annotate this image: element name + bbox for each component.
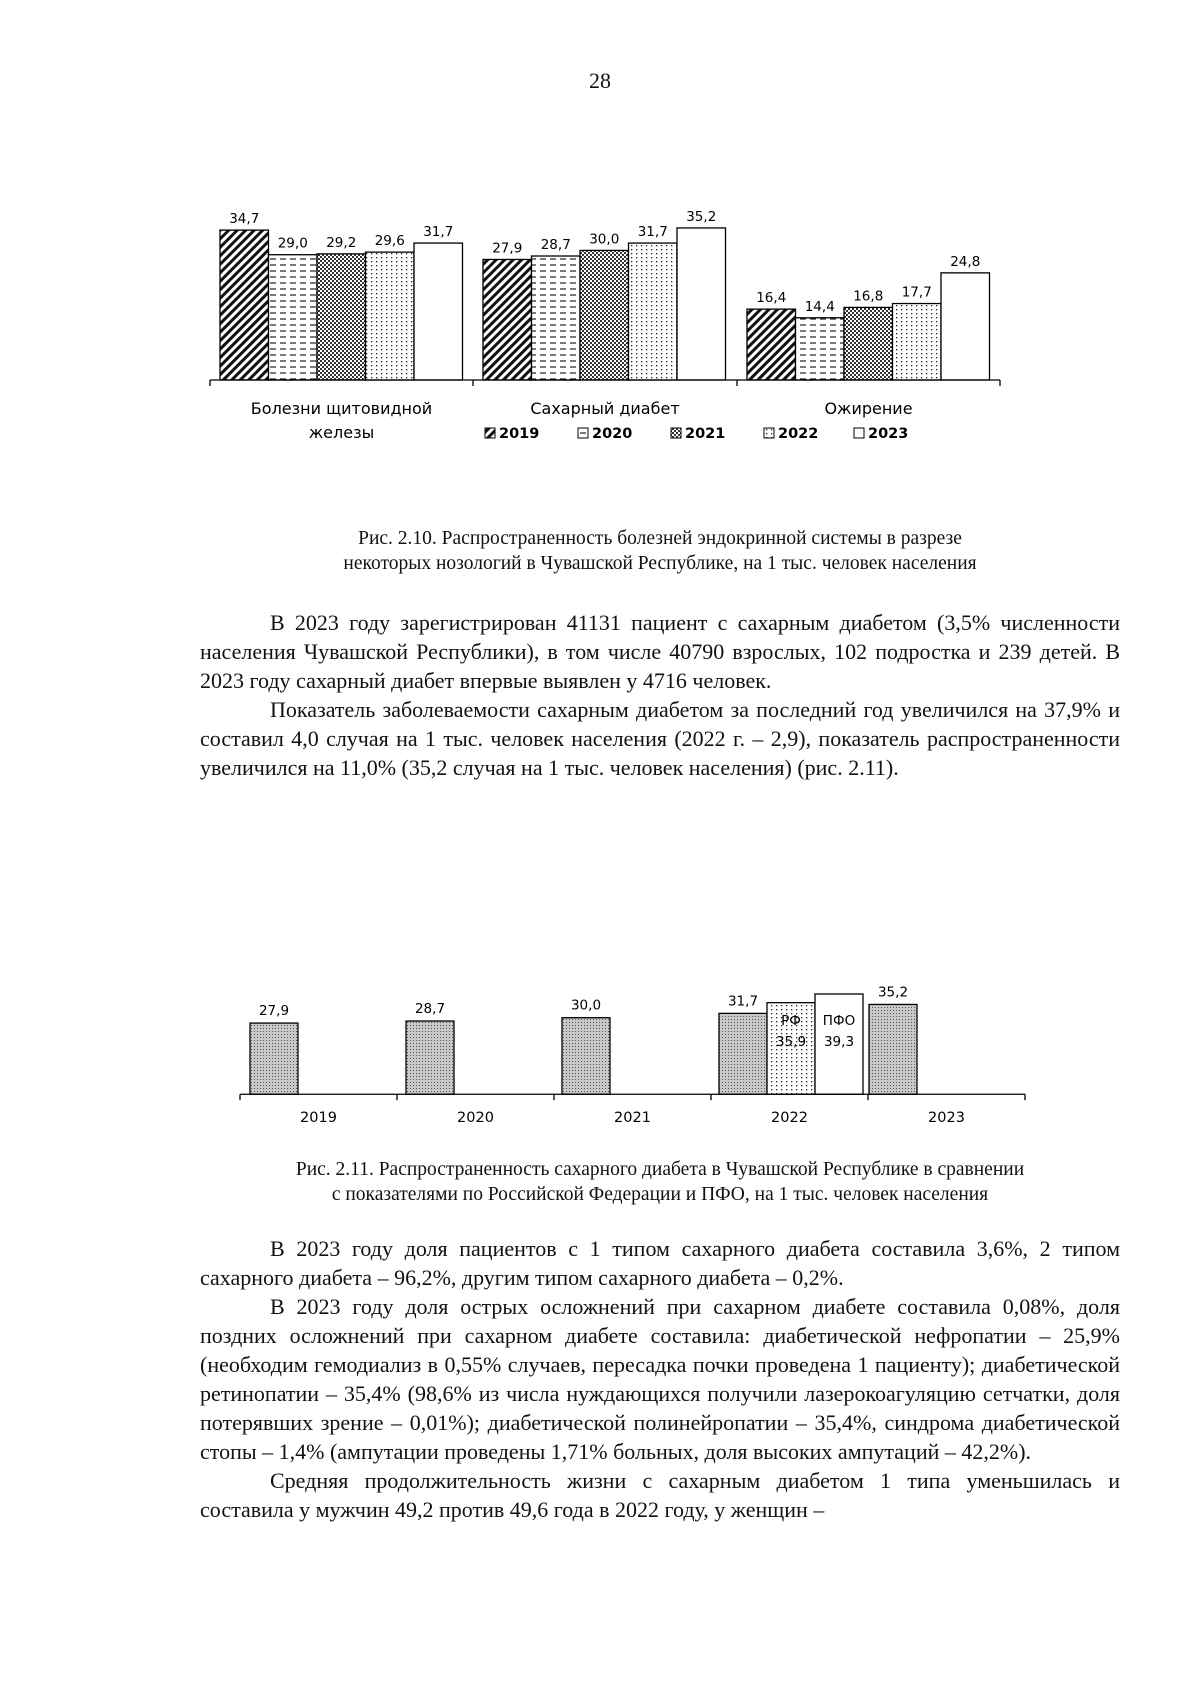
category-label: 2021 — [614, 1110, 651, 1127]
legend-swatch — [578, 428, 588, 438]
chart-endocrine-prevalence — [200, 172, 1080, 502]
bar-2020 — [406, 1021, 454, 1094]
value-label: 16,8 — [853, 288, 884, 305]
chart1-legend — [485, 426, 908, 442]
bar-2021-1 — [580, 250, 629, 380]
bar-2022 — [719, 1013, 767, 1094]
value-label: 31,7 — [727, 993, 759, 1010]
legend-swatch — [854, 428, 864, 438]
bar-2020-2 — [796, 318, 845, 380]
chart1-axis — [210, 380, 1000, 386]
caption-line: Рис. 2.11. Распространенность сахарного диабета в Чувашской Республике в сравнении — [295, 1159, 1025, 1180]
category-label: железы — [308, 423, 375, 442]
figure1-caption — [200, 526, 1120, 576]
value-label: 29,6 — [374, 233, 405, 250]
bar-2021 — [562, 1018, 610, 1095]
value-label: 17,7 — [901, 284, 932, 301]
bar-2019-0 — [220, 230, 269, 380]
comparison-value-label: 39,3 — [823, 1034, 855, 1051]
category-label: 2019 — [300, 1110, 337, 1127]
bar-2019-1 — [483, 259, 532, 380]
chart2-axis — [240, 1094, 1025, 1100]
bar-2022-1 — [629, 243, 678, 380]
legend-swatch — [764, 428, 774, 438]
bar-2020-0 — [269, 255, 318, 380]
category-label: Болезни щитовидной — [250, 399, 433, 418]
figure2-caption — [200, 1157, 1120, 1207]
bar-2022-2 — [893, 304, 942, 380]
legend-swatch — [485, 428, 495, 438]
value-label: 28,7 — [414, 1001, 446, 1018]
paragraph: В 2023 году доля пациентов с 1 типом сахарного диабета составила 3,6%, 2 типом сахарного диабета – 96,2%, другим типом сахарного диабета – 0,2%. — [200, 1236, 1120, 1290]
value-label: 16,4 — [756, 290, 787, 307]
bar-2019 — [250, 1023, 298, 1094]
category-label: Ожирение — [824, 399, 913, 418]
legend-label: 2020 — [592, 426, 633, 442]
value-label: 29,2 — [326, 234, 357, 251]
value-label: 30,0 — [589, 231, 620, 248]
bar-2021-2 — [844, 307, 893, 380]
category-label: 2023 — [928, 1110, 965, 1127]
comparison-name-label: РФ — [781, 1013, 801, 1030]
value-label: 29,0 — [277, 235, 308, 252]
caption-line: Рис. 2.10. Распространенность болезней эндокринной системы в разрезе — [358, 528, 962, 549]
value-label: 35,2 — [686, 208, 717, 225]
bar-2019-2 — [747, 309, 796, 380]
bar-2023-1 — [677, 228, 726, 380]
legend-label: 2022 — [778, 426, 819, 442]
value-label: 27,9 — [258, 1003, 290, 1020]
bar-2022-0 — [366, 252, 415, 380]
caption-line: с показателями по Российской Федерации и ПФО, на 1 тыс. человек населения — [331, 1184, 989, 1205]
value-label: 35,2 — [877, 984, 909, 1001]
category-label: 2020 — [457, 1110, 494, 1127]
paragraph: Показатель заболеваемости сахарным диабетом за последний год увеличился на 37,9% и составил 4,0 случая на 1 тыс. человек населения (2022 г. – 2,9), показатель распространенности увеличился на 11,0% (35,2 случая на 1 тыс. человек населения) (рис. 2.11). — [200, 697, 1120, 780]
paragraph: Средняя продолжительность жизни с сахарным диабетом 1 типа уменьшилась и составила у мужчин 49,2 против 49,6 года в 2022 году, у женщин – — [200, 1468, 1120, 1522]
category-label: 2022 — [771, 1110, 808, 1127]
value-label: 31,7 — [637, 224, 668, 241]
body-text-1 — [200, 608, 1120, 782]
legend-label: 2023 — [868, 426, 909, 442]
body-text-2 — [200, 1234, 1120, 1524]
chart2-category-labels — [300, 1110, 965, 1126]
page-number: 28 — [589, 68, 611, 93]
chart-diabetes-prevalence — [200, 908, 1120, 1128]
comparison-name-label: ПФО — [822, 1013, 856, 1030]
value-label: 24,8 — [950, 253, 981, 270]
caption-line: некоторых нозологий в Чувашской Республике, на 1 тыс. человек населения — [343, 553, 977, 574]
legend-swatch — [671, 428, 681, 438]
bar-2020-1 — [532, 256, 581, 380]
bar-2023 — [869, 1004, 917, 1094]
comparison-value-label: 35,9 — [775, 1034, 807, 1051]
value-label: 34,7 — [229, 211, 260, 228]
legend-label: 2019 — [499, 426, 540, 442]
legend-label: 2021 — [685, 426, 726, 442]
value-label: 27,9 — [492, 240, 523, 257]
bar-2023-2 — [941, 273, 990, 380]
value-label: 31,7 — [423, 224, 454, 241]
value-label: 14,4 — [804, 298, 835, 315]
paragraph: В 2023 году доля острых осложнений при сахарном диабете составила 0,08%, доля поздних осложнений при сахарном диабете составила: диабетической нефропатии – 25,9% (необходим гемодиализ в 0,55% случаев, пересадка почки проведена 1 пациенту); диабетической ретинопатии – 35,4% (98,6% из числа нуждающихся получили лазерокоагуляцию сетчатки, доля потерявших зрение – 0,01%); диабетической полинейропатии – 35,4%, синдрома диабетической стопы – 1,4% (ампутации проведены 1,71% больных, доля высоких ампутаций – 42,2%). — [200, 1294, 1120, 1464]
category-label: Сахарный диабет — [530, 399, 680, 418]
bar-2021-0 — [317, 254, 366, 380]
paragraph: В 2023 году зарегистрирован 41131 пациент с сахарным диабетом (3,5% численности населения Чувашской Республики), в том числе 40790 взрослых, 102 подростка и 239 детей. В 2023 году сахарный диабет впервые выявлен у 4716 человек. — [200, 610, 1120, 693]
bar-2023-0 — [414, 243, 463, 380]
value-label: 30,0 — [570, 997, 602, 1014]
value-label: 28,7 — [540, 237, 571, 254]
